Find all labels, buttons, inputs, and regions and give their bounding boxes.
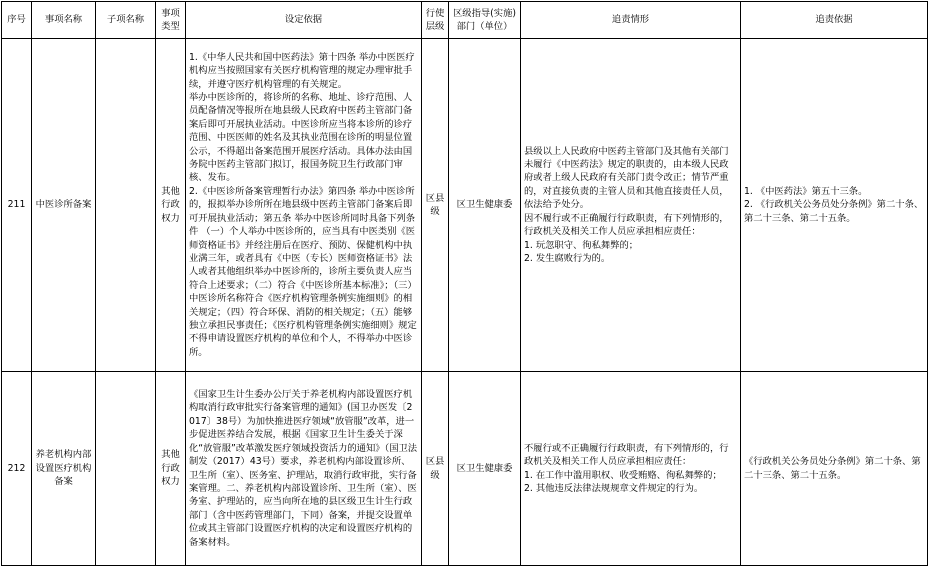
table-row [2, 372, 928, 566]
cell-type: 其他行政权力 [156, 372, 186, 566]
situation-paragraph: 2. 其他违反法律法规规章文件规定的行为。 [524, 482, 704, 494]
cell-acc-basis [741, 372, 928, 566]
basis-paragraph: 2.《中医诊所备案管理暂行办法》第四条 举办中医诊所的，报拟举办诊所所在地县级中医药主管部门备案后即可开展执业活动；第五条 举办中医诊所同时具备下列条件 （一）个人举办中医诊所的，应当具有中医类别《医师资格证书》并经注册后在医疗、预防、保健机构中执业满三年，或者具有《中医（专长）医师资格证书》法人或者其他组织举办中医诊所的，诊所主要负责人应当符合上述要求；（二）符合《中医诊所基本标准》；（三）中医诊所名称符合《医疗机构管理条例实施细则》的相关规定；（四）符合环保、消防的相关规定；（五）能够独立承担民事责任；《医疗机构管理条例实施细则》规定不得申请设置医疗机构的单位和个人，不得举办中医诊所。 [189, 185, 417, 358]
cell-situation [521, 372, 741, 566]
cell-acc-basis [741, 39, 928, 372]
header-dept: 区级指导(实施)部门（单位） [449, 2, 521, 39]
header-name: 事项名称 [32, 2, 96, 39]
situation-paragraph: 县级以上人民政府中医药主管部门及其他有关部门未履行《中医药法》规定的职责的，由本级人民政府或者上级人民政府有关部门责令改正；情节严重的，对直接负责的主管人员和其他直接责任人员，依法给予处分。 [524, 145, 729, 211]
cell-subname [96, 372, 156, 566]
situation-paragraph: 1. 玩忽职守、徇私舞弊的； [524, 239, 639, 251]
basis-paragraph: 1.《中华人民共和国中医药法》第十四条 举办中医医疗机构应当按照国家有关医疗机构管理的规定办理审批手续，并遵守医疗机构管理的有关规定。 [189, 51, 415, 90]
cell-seq: 211 [2, 39, 32, 372]
cell-dept: 区卫生健康委 [449, 39, 521, 372]
cell-subname [96, 39, 156, 372]
acc-basis-paragraph: 2. 《行政机关公务员处分条例》第二十条、第二十三条、第二十五条。 [744, 199, 924, 224]
header-situation: 追责情形 [521, 2, 741, 39]
cell-seq: 212 [2, 372, 32, 566]
accountability-table [1, 1, 928, 566]
basis-paragraph: 《国家卫生计生委办公厅关于养老机构内部设置医疗机构取消行政审批实行备案管理的通知》(国卫办医发〔2017〕38号）为加快推进医疗领域“放管服”改革，进一步促进医养结合发展，根据《国家卫生计生委关于深化“放管服”改革激发医疗领域投资活力的通知》（国卫法制发（2017）43号）要求，养老机构内部设置诊所、卫生所（室）、医务室、护理站，取消行政审批，实行备案管理。二、养老机构内部设置诊所、卫生所（室）、医务室、护理站的，应当向所在地的县区级卫生计生行政部门（含中医药管理部门，下同）备案，并提交设置单位或其主管部门设置医疗机构的决定和设置医疗机构的备案材料。 [189, 389, 418, 548]
cell-name: 养老机构内部设置医疗机构备案 [32, 372, 96, 566]
header-level: 行使层级 [422, 2, 449, 39]
header-basis: 设定依据 [186, 2, 422, 39]
situation-paragraph: 2. 发生腐败行为的。 [524, 252, 611, 264]
header-subname: 子项名称 [96, 2, 156, 39]
situation-paragraph: 1. 在工作中滥用职权、收受贿赂、徇私舞弊的； [524, 469, 722, 481]
cell-type: 其他行政权力 [156, 39, 186, 372]
acc-basis-paragraph: 1. 《中医药法》第五十三条。 [744, 185, 868, 197]
cell-name: 中医诊所备案 [32, 39, 96, 372]
header-acc-basis: 追责依据 [741, 2, 928, 39]
situation-paragraph: 不履行或不正确履行行政职责，有下列情形的，行政机关及相关工作人员应承担相应责任： [524, 442, 729, 468]
cell-dept: 区卫生健康委 [449, 372, 521, 566]
situation-paragraph: 因不履行或不正确履行行政职责，有下列情形的，行政机关及相关工作人员应承担相应责任： [524, 212, 729, 238]
cell-level: 区县级 [422, 372, 449, 566]
header-seq: 序号 [2, 2, 32, 39]
header-row [2, 2, 928, 39]
cell-basis [186, 372, 422, 566]
cell-basis [186, 39, 422, 372]
cell-level: 区县级 [422, 39, 449, 372]
table-row [2, 39, 928, 372]
acc-basis-paragraph: 《行政机关公务员处分条例》第二十条、第二十三条、第二十五条。 [744, 456, 921, 481]
cell-situation [521, 39, 741, 372]
header-type: 事项类型 [156, 2, 186, 39]
basis-paragraph: 举办中医诊所的，将诊所的名称、地址、诊疗范围、人员配备情况等报所在地县级人民政府中医药主管部门备案后即可开展执业活动。中医诊所应当将本诊所的诊疗范围、中医医师的姓名及其执业范围在诊所的明显位置公示，不得超出备案范围开展医疗活动。具体办法由国务院中医药主管部门拟订，报国务院卫生行政部门审核、发布。 [189, 92, 413, 184]
